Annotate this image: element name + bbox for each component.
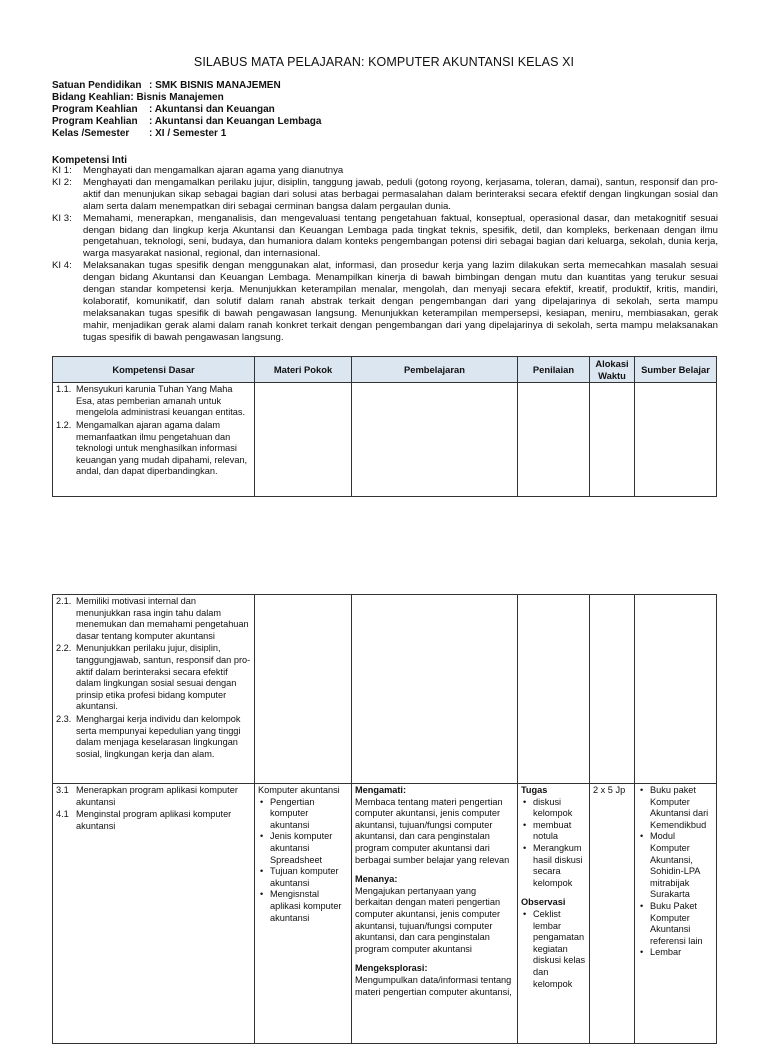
pembelajaran-heading: Mengeksplorasi: bbox=[355, 963, 428, 974]
kd-number: 4.1 bbox=[56, 809, 69, 820]
sumber-cell bbox=[635, 784, 717, 1044]
kd-number: 1.1. bbox=[56, 384, 72, 395]
ki-text: Melaksanakan tugas spesifik dengan menggunakan alat, informasi, dan prosedur kerja yang lazim dilakukan serta memecahkan masalah sesuai dengan bidang Akuntansi dan Keuangan Lembaga. Menampilkan kinerja di bawah bimbingan dengan mutu dan kuantitas yang terukur sesuai dengan standar kompetensi kerja. Menunjukkan keterampilan menalar, mengolah, dan menyaji secara efektif, kreatif, produktif, kritis, mandiri, kolaboratif, komunikatif, dan solutif dalam ranah abstrak terkait dengan pengembangan dari yang dipelajarinya di sekolah, serta mampu melaksanakan tugas spesifik di bawah pengawasan langsung. Menunjukkan keterampilan mempersepsi, kesiapan, meniru, membiasakan, gerak mahir, menjadikan gerak alami dalam ranah konkret terkait dengan pengembangan dari yang dipelajarinya di sekolah, serta mampu melaksanakan tugas spesifik di bawah pengawasan langsung. bbox=[83, 260, 718, 343]
kd-item bbox=[56, 809, 251, 832]
identity-block bbox=[52, 80, 321, 140]
empty-cell bbox=[635, 383, 717, 497]
pembelajaran-cell bbox=[352, 784, 518, 1044]
kd-text: Menunjukkan perilaku jujur, disiplin, tanggungjawab, santun, responsif dan pro-aktif dalam berinteraksi secara efektif dalam lingkungan sosial sesuai dengan prinsip etika profesi bidang komputer akuntansi. bbox=[76, 643, 251, 712]
penilaian-list bbox=[521, 909, 586, 990]
ki-text: Menghayati dan mengamalkan perilaku jujur, disiplin, tanggung jawab, peduli (gotong royong, kerjasama, toleran, damai), santun, responsif dan pro-aktif dan menunjukan sikap sebagai bagian dari solusi atas berbagai permasalahan dalam berinteraksi secara efektif dengan lingkungan sosial dan alam serta dalam menempatkan diri sebagai cerminan bangsa dalam pergaulan dunia. bbox=[83, 176, 718, 212]
pembelajaran-heading: Mengamati: bbox=[355, 785, 407, 795]
header-pembelajaran: Pembelajaran bbox=[352, 357, 518, 383]
ki-number: KI 4: bbox=[52, 260, 72, 272]
kd-text: Menerapkan program aplikasi komputer akuntansi bbox=[76, 785, 238, 807]
materi-cell bbox=[255, 784, 352, 1044]
identity-row bbox=[52, 104, 321, 116]
penilaian-heading: Tugas bbox=[521, 785, 548, 795]
pembelajaran-heading: Menanya: bbox=[355, 874, 398, 885]
document-title: SILABUS MATA PELAJARAN: KOMPUTER AKUNTANSI KELAS XI bbox=[193, 55, 575, 69]
header-materi-pokok: Materi Pokok bbox=[255, 357, 352, 383]
kd-cell bbox=[53, 784, 255, 1044]
kd-number: 1.2. bbox=[56, 419, 72, 430]
pembelajaran-text: Mengumpulkan data/informasi tentang materi pengertian computer akuntansi, bbox=[355, 974, 512, 997]
materi-title: Komputer akuntansi bbox=[258, 785, 340, 795]
identity-key: Bidang Keahlian: Bisnis Manajemen bbox=[52, 92, 224, 103]
kd-number: 2.3. bbox=[56, 713, 72, 724]
kd-item bbox=[56, 714, 251, 760]
table-row bbox=[53, 784, 717, 1044]
identity-value: : Akuntansi dan Keuangan bbox=[149, 104, 275, 115]
identity-value: : Akuntansi dan Keuangan Lembaga bbox=[149, 116, 322, 127]
empty-cell bbox=[518, 383, 590, 497]
kd-text: Menghargai kerja individu dan kelompok serta mempunyai kepedulian yang tinggi dalam menjaga keselarasan lingkungan sosial, lingkungan kerja dan alam. bbox=[76, 713, 241, 759]
alokasi-cell: 2 x 5 Jp bbox=[590, 784, 635, 1044]
empty-cell bbox=[352, 383, 518, 497]
identity-row bbox=[52, 80, 321, 92]
kd-text: Menginstal program aplikasi komputer akuntansi bbox=[76, 809, 232, 831]
ki-item bbox=[52, 165, 718, 177]
header-sumber-belajar: Sumber Belajar bbox=[635, 357, 717, 383]
identity-row bbox=[52, 128, 321, 140]
kd-item bbox=[56, 420, 251, 478]
list-item: • membuat notula bbox=[531, 820, 586, 843]
pembelajaran-text: Membaca tentang materi pengertian computer akuntansi, jenis computer akuntansi, tujuan/fungsi computer akuntansi, dan cara penginstalan program computer akuntansi dari berbagai sumber belajar yang relevan bbox=[355, 796, 510, 865]
kd-item bbox=[56, 643, 251, 713]
list-item: • Buku Paket Komputer Akuntansi referensi lain bbox=[648, 901, 713, 947]
list-item: • Jenis komputer akuntansi Spreadsheet bbox=[268, 831, 348, 866]
empty-cell bbox=[255, 595, 352, 784]
ki-number: KI 1: bbox=[52, 165, 72, 176]
list-item: • Buku paket Komputer Akuntansi dari Kemendikbud bbox=[648, 785, 713, 831]
identity-key: Kelas /Semester bbox=[52, 128, 130, 139]
ki-heading: Kompetensi Inti bbox=[52, 155, 128, 166]
empty-cell bbox=[590, 595, 635, 784]
empty-cell bbox=[255, 383, 352, 497]
kd-item bbox=[56, 785, 251, 808]
list-item: • diskusi kelompok bbox=[531, 797, 586, 820]
empty-cell bbox=[518, 595, 590, 784]
ki-item bbox=[52, 177, 718, 213]
table-row bbox=[53, 383, 717, 497]
empty-cell bbox=[352, 595, 518, 784]
ki-item bbox=[52, 213, 718, 261]
kd-text: Memiliki motivasi internal dan menunjukkan rasa ingin tahu dalam menemukan dan memahami pengetahuan dasar tentang komputer akuntansi bbox=[76, 596, 249, 641]
identity-key: Satuan Pendidikan bbox=[52, 80, 142, 91]
ki-item bbox=[52, 260, 718, 343]
kd-cell bbox=[53, 595, 255, 784]
identity-row bbox=[52, 92, 321, 104]
identity-row bbox=[52, 116, 321, 128]
list-item: • Lembar bbox=[648, 947, 713, 959]
header-kompetensi-dasar: Kompetensi Dasar bbox=[53, 357, 255, 383]
kd-cell bbox=[53, 383, 255, 497]
header-penilaian: Penilaian bbox=[518, 357, 590, 383]
penilaian-heading: Observasi bbox=[521, 897, 566, 908]
empty-cell bbox=[590, 383, 635, 497]
empty-cell bbox=[635, 595, 717, 784]
kd-number: 2.1. bbox=[56, 596, 72, 606]
list-item: • Ceklist lembar pengamatan kegiatan diskusi kelas dan kelompok bbox=[531, 909, 586, 990]
kd-text: Mensyukuri karunia Tuhan Yang Maha Esa, atas pemberian amanah untuk mengelola administrasi keuangan entitas. bbox=[76, 384, 246, 418]
table-row bbox=[53, 595, 717, 784]
list-item: • Pengertian komputer akuntansi bbox=[268, 797, 348, 832]
kd-item bbox=[56, 384, 251, 419]
sumber-list bbox=[638, 785, 713, 959]
list-item: • Modul Komputer Akuntansi, Sohidin-LPA mitrabijak Surakarta bbox=[648, 831, 713, 901]
ki-list bbox=[52, 165, 718, 344]
penilaian-cell bbox=[518, 784, 590, 1044]
kd-text: Mengamalkan ajaran agama dalam memanfaatkan ilmu pengetahuan dan teknologi untuk menghasilkan informasi keuangan yang mudah dipahami, relevan, andal, dan dapat diperbandingkan. bbox=[76, 419, 248, 477]
header-alokasi-waktu: Alokasi Waktu bbox=[590, 357, 635, 383]
list-item: • Mengisnstal aplikasi komputer akuntansi bbox=[268, 889, 348, 924]
kd-number: 3.1 bbox=[56, 785, 69, 795]
identity-key: Program Keahlian bbox=[52, 104, 138, 115]
identity-key: Program Keahlian bbox=[52, 116, 138, 127]
syllabus-table-bottom bbox=[52, 594, 717, 1044]
ki-number: KI 3: bbox=[52, 212, 72, 224]
materi-list bbox=[258, 797, 348, 925]
ki-text: Menghayati dan mengamalkan ajaran agama yang dianutnya bbox=[83, 165, 344, 176]
list-item: • Tujuan komputer akuntansi bbox=[268, 866, 348, 889]
penilaian-list bbox=[521, 797, 586, 890]
list-item: • Merangkum hasil diskusi secara kelompok bbox=[531, 843, 586, 889]
ki-number: KI 2: bbox=[52, 176, 72, 188]
identity-value: : SMK BISNIS MANAJEMEN bbox=[149, 80, 281, 91]
pembelajaran-text: Mengajukan pertanyaan yang berkaitan dengan materi pengertian computer akuntansi, jenis computer akuntansi, tujuan/fungsi computer akuntansi, dan cara penginstalan program computer akuntansi bbox=[355, 885, 501, 954]
syllabus-table-top bbox=[52, 356, 717, 497]
identity-value: : XI / Semester 1 bbox=[149, 128, 227, 139]
kd-number: 2.2. bbox=[56, 643, 72, 654]
table-header-row bbox=[53, 357, 717, 383]
ki-text: Memahami, menerapkan, menganalisis, dan mengevaluasi tentang pengetahuan faktual, konseptual, operasional dasar, dan metakognitif sesuai dengan bidang dan lingkup kerja Akuntansi dan Keuangan Lembaga pada tingkat teknis, spesifik, detil, dan kompleks, berkenaan dengan ilmu pengetahuan, teknologi, seni, budaya, dan humaniora dalam konteks pengembangan potensi diri sebagai bagian dari keluarga, sekolah, dunia kerja, warga masyarakat nasional, regional, dan internasional. bbox=[83, 212, 718, 260]
kd-item bbox=[56, 596, 251, 642]
